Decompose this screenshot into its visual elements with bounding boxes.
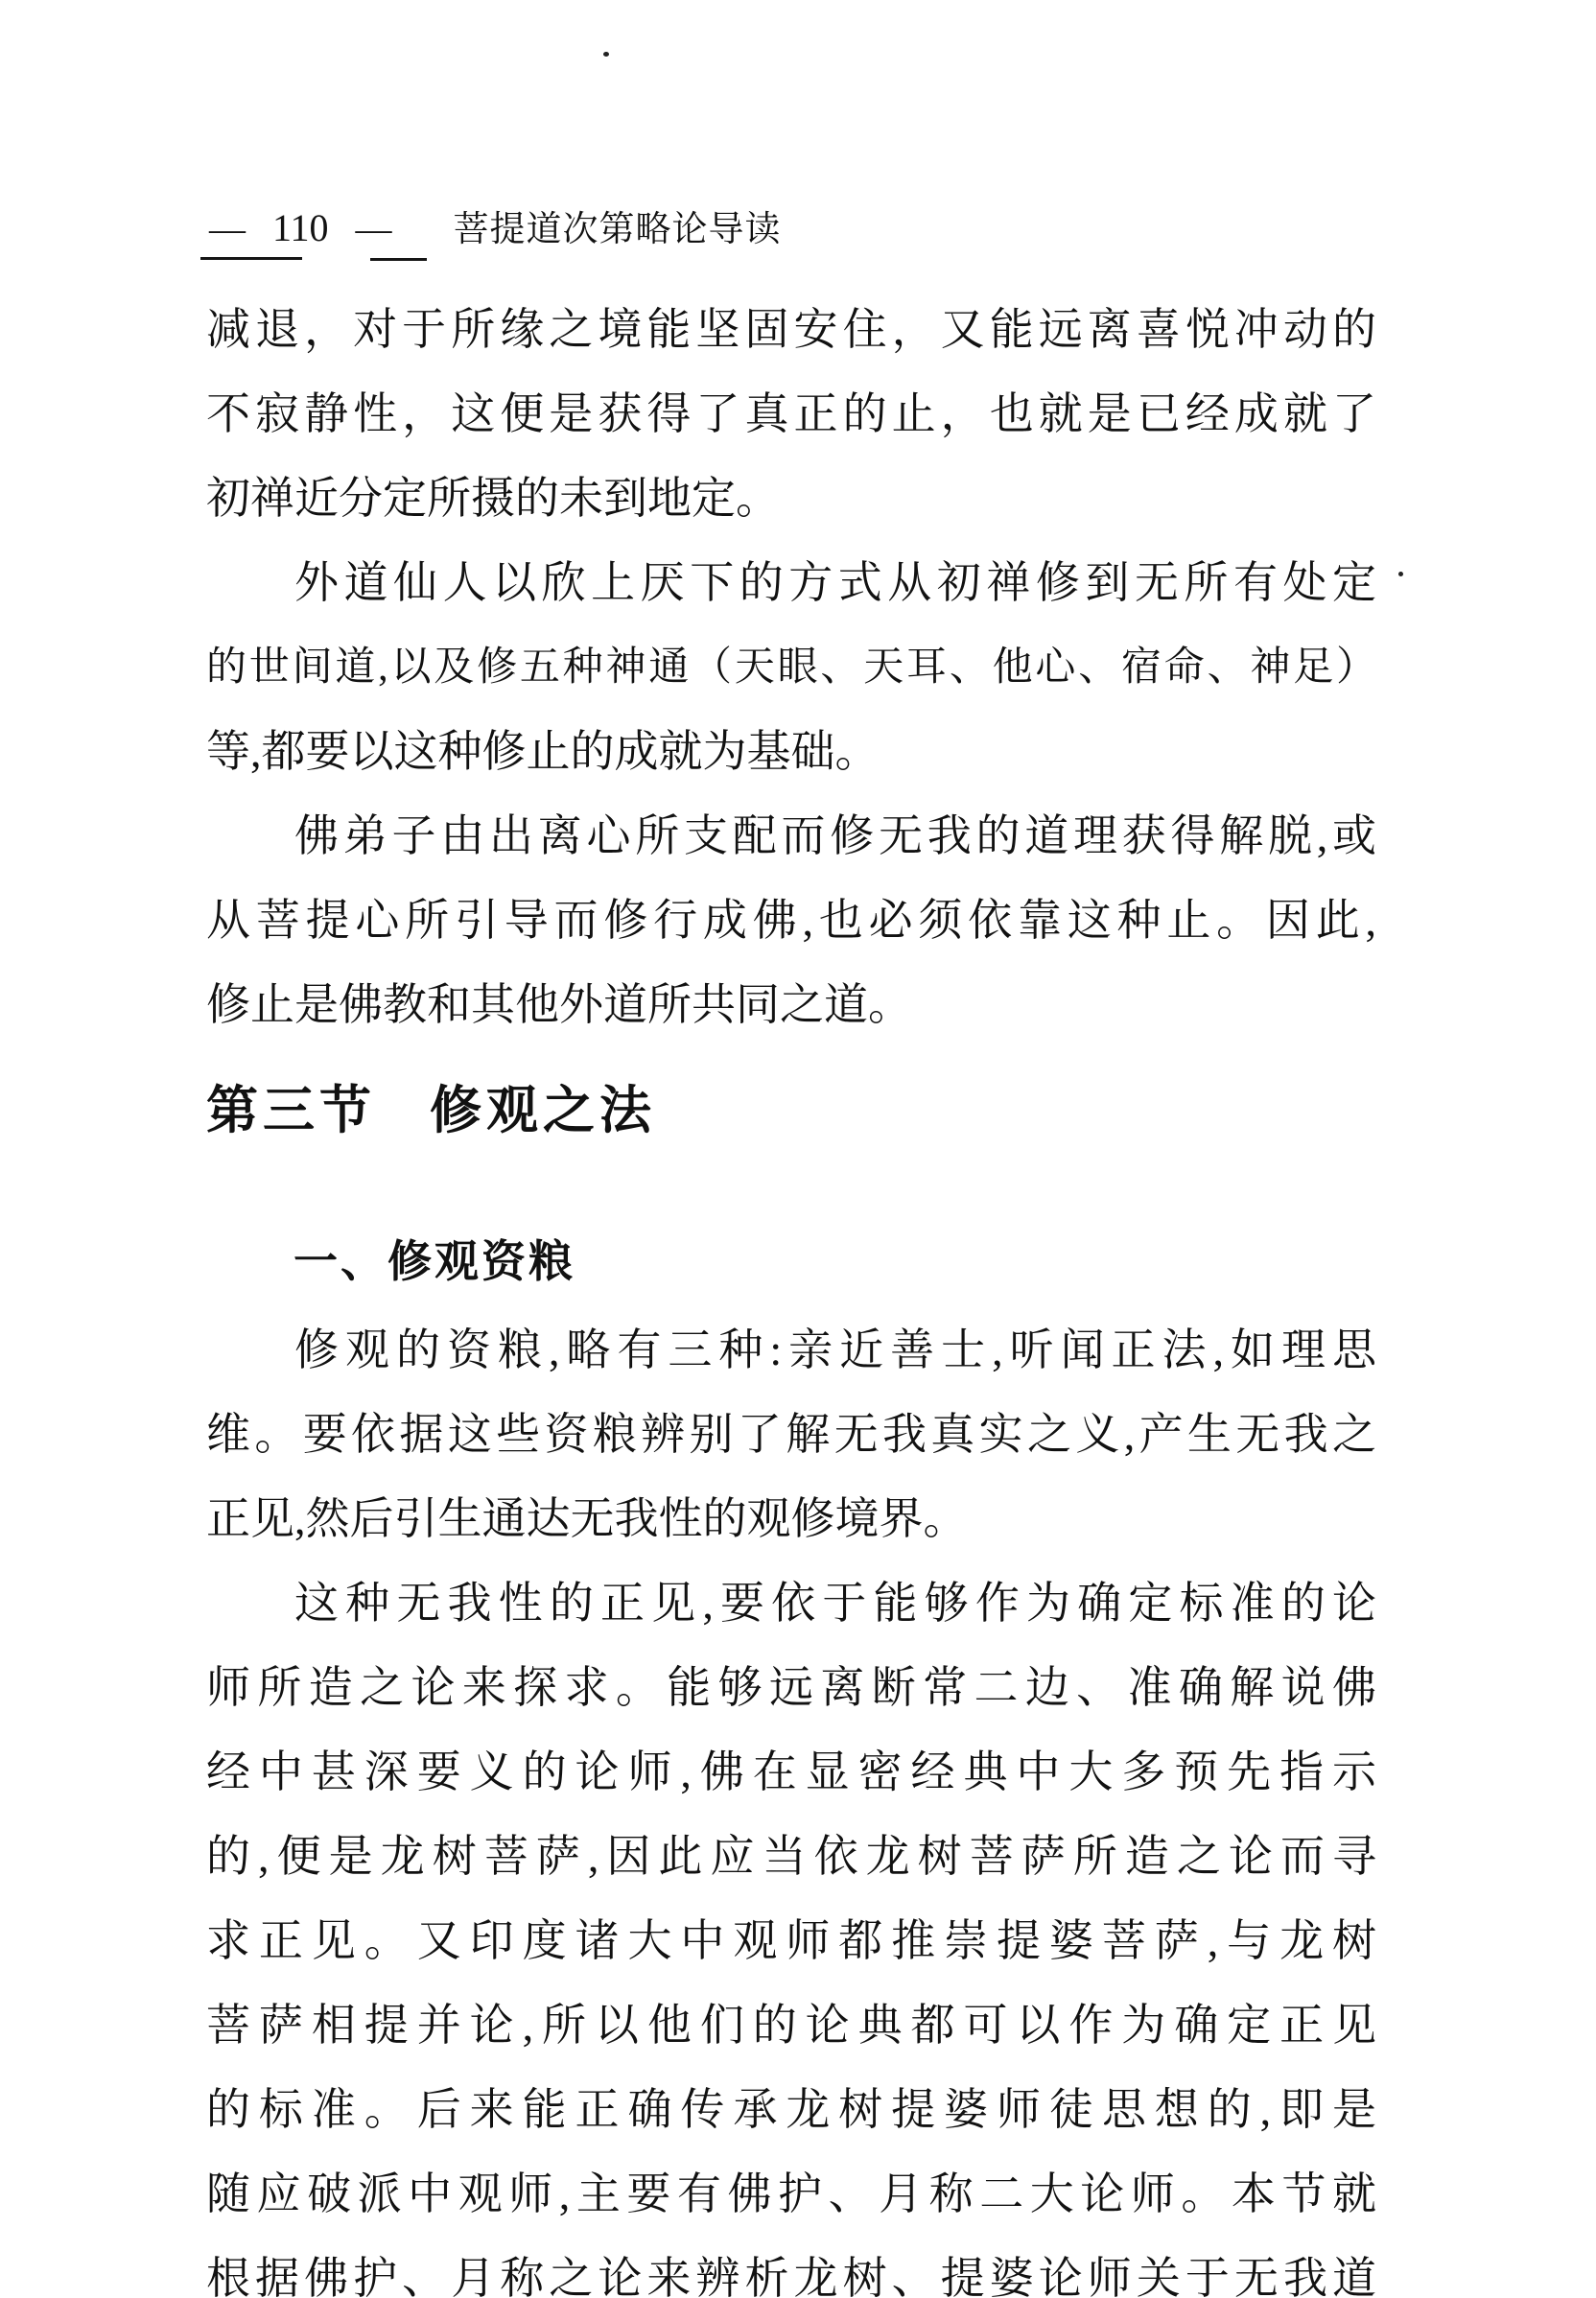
- paragraph: [206, 1561, 1376, 2298]
- page-body: [206, 288, 1376, 2298]
- text-line: 正见,然后引生通达无我性的观修境界。: [206, 1494, 968, 1543]
- header-rule-segment: [370, 258, 427, 261]
- paragraph: [206, 1308, 1376, 1561]
- text-line: 外道仙人以欣上厌下的方式从初禅修到无所有处定: [294, 558, 1376, 607]
- paragraph: [206, 541, 1376, 794]
- text-line: 维。要依据这些资粮辨别了解无我真实之义,产生无我之: [206, 1410, 1376, 1459]
- section-heading-title: 修观之法: [430, 1082, 656, 1139]
- section-heading-number: 第三节: [206, 1082, 376, 1139]
- page-number: 110: [272, 206, 329, 249]
- subsection-heading: 一、修观资粮: [293, 1237, 575, 1286]
- text-line: 菩萨相提并论,所以他们的论典都可以作为确定正见: [206, 2001, 1376, 2050]
- book-title: 菩提道次第略论导读: [453, 210, 782, 249]
- scan-speck: [1398, 572, 1403, 576]
- text-line: 的世间道,以及修五种神通（天眼、天耳、他心、宿命、神足）: [206, 645, 1376, 690]
- text-line: 经中甚深要义的论师,佛在显密经典中大多预先指示: [206, 1747, 1376, 1796]
- text-line: 求正见。又印度诸大中观师都推崇提婆菩萨,与龙树: [206, 1916, 1376, 1965]
- text-line: 佛弟子由出离心所支配而修无我的道理获得解脱,或: [294, 811, 1376, 860]
- section-heading: [206, 1072, 1376, 1149]
- text-line: 修观的资粮,略有三种:亲近善士,听闻正法,如理思: [294, 1325, 1376, 1374]
- text-line: 随应破派中观师,主要有佛护、月称二大论师。本节就: [206, 2169, 1376, 2218]
- header-rule-segment: [200, 257, 302, 260]
- paragraph: [206, 288, 1376, 541]
- header-dash-right: —: [355, 209, 392, 249]
- text-line: 根据佛护、月称之论来辨析龙树、提婆论师关于无我道: [206, 2254, 1376, 2298]
- paragraph: [206, 794, 1376, 1047]
- text-line: 初禅近分定所摄的未到地定。: [206, 474, 780, 523]
- text-line: 的标准。后来能正确传承龙树提婆师徒思想的,即是: [206, 2085, 1376, 2134]
- text-line: 的,便是龙树菩萨,因此应当依龙树菩萨所造之论而寻: [206, 1832, 1376, 1881]
- page-header: [209, 207, 782, 251]
- text-line: 修止是佛教和其他外道所共同之道。: [206, 980, 912, 1029]
- text-line: 师所造之论来探求。能够远离断常二边、准确解说佛: [206, 1663, 1376, 1712]
- scan-speck: [603, 52, 609, 57]
- text-line: 减退，对于所缘之境能坚固安住，又能远离喜悦冲动的: [206, 305, 1376, 354]
- text-line: 不寂静性，这便是获得了真正的止，也就是已经成就了: [206, 389, 1376, 438]
- text-line: 从菩提心所引导而修行成佛,也必须依靠这种止。因此,: [206, 896, 1376, 945]
- text-line: 这种无我性的正见,要依于能够作为确定标准的论: [294, 1579, 1376, 1628]
- text-line: 等,都要以这种修止的成就为基础。: [206, 727, 880, 776]
- header-dash-left: —: [209, 209, 246, 249]
